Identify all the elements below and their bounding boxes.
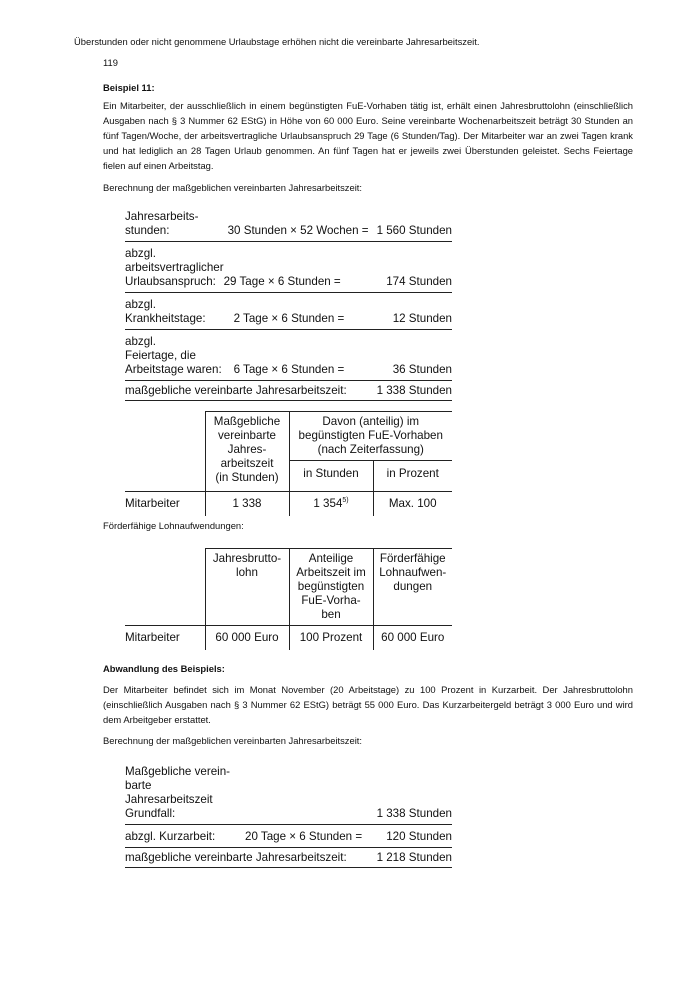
eligible-wages-intro: Förderfähige Lohnaufwendungen: — [103, 520, 244, 531]
fue-hours-value: 1 354 — [313, 497, 343, 510]
example-title: Beispiel 11: — [103, 82, 155, 93]
short-time-calculation — [125, 765, 452, 868]
calc-label: Jahresarbeits- stunden: — [125, 210, 199, 237]
table-corner — [125, 549, 205, 626]
calc-label: abzgl. Krankheitstage: — [125, 293, 224, 330]
cell-fue-hours — [289, 492, 373, 517]
calc-total-label: maßgebliche vereinbarte Jahresarbeitszeit: — [125, 381, 375, 401]
calc-formula — [240, 765, 375, 825]
sub-header-hours: in Stunden — [289, 461, 373, 492]
row-label: Mitarbeiter — [125, 497, 180, 510]
table-corner — [125, 412, 205, 492]
calc-label: Maßgebliche verein- barte Jahresarbeitszeit Grundfall: — [125, 765, 231, 820]
calc-label: abzgl. Kurzarbeit: — [125, 825, 240, 848]
calc-intro: Berechnung der maßgeblichen vereinbarten Jahresarbeitszeit: — [103, 182, 363, 193]
calc-value: 174 Stunden — [375, 242, 452, 293]
calc-formula: 20 Tage × 6 Stunden = — [240, 825, 375, 848]
calc-value: 12 Stunden — [375, 293, 452, 330]
hours-share-table — [125, 411, 452, 516]
calc-value: 1 560 Stunden — [376, 224, 452, 237]
cell-share: 100 Prozent — [289, 626, 373, 651]
paragraph-number: 119 — [103, 57, 118, 68]
col-header-gross-wage: Jahresbrutto- lohn — [205, 549, 289, 626]
calc-formula: 2 Tage × 6 Stunden = — [224, 293, 376, 330]
col-header-hours: Maßgebliche vereinbarte Jahres- arbeitszeit (in Stunden) — [205, 412, 289, 492]
example-text: Ein Mitarbeiter, der ausschließlich in einem begünstigten FuE-Vorhaben tätig ist, erhält einen Jahresbruttolohn (einschließlich Ausgaben nach § 3 Nummer 62 EStG) in Höhe von 60 000 Euro. Seine vereinbarte Wochenarbeitszeit beträgt 30 Stunden an fünf Tagen/Woche, der arbeitsvertragliche Urlaubsanspruch 29 Tage (6 Stunden/Tag). Der Mitarbeiter war an zwei Tagen krank und hat lediglich an 28 Tagen Urlaub genommen. An fünf Tagen hat er jeweils zwei Überstunden geleistet. Sechs Feiertage fielen auf einen Arbeitstag. — [103, 100, 633, 171]
annual-hours-calculation — [125, 210, 452, 401]
cell-hours: 1 338 — [205, 492, 289, 517]
variation-title: Abwandlung des Beispiels: — [103, 663, 225, 674]
cell-percent: Max. 100 — [373, 492, 452, 517]
calc-value: 1 338 Stunden — [376, 807, 452, 820]
calc-label: abzgl. arbeitsvertraglicher Urlaubsanspruch: — [125, 242, 224, 293]
col-header-eligible: Förderfähige Lohnaufwen- dungen — [373, 549, 452, 626]
footnote-mark: 5) — [342, 497, 349, 505]
calc-formula: 6 Tage × 6 Stunden = — [224, 330, 376, 381]
calc-total-label: maßgebliche vereinbarte Jahresarbeitszeit: — [125, 848, 375, 868]
variation-text: Der Mitarbeiter befindet sich im Monat November (20 Arbeitstage) zu 100 Prozent in Kurzarbeit. Der Jahresbruttolohn (einschließlich Ausgaben nach § 3 Nummer 62 EStG) beträgt 55 000 Euro. Das Kurzarbeitergeld beträgt 3 000 Euro und wird dem Arbeitgeber erstattet. — [103, 684, 633, 725]
calc-intro-2: Berechnung der maßgeblichen vereinbarten Jahresarbeitszeit: — [103, 735, 363, 746]
calc-value: 120 Stunden — [375, 825, 452, 848]
calc-formula: 30 Stunden × 52 Wochen = — [227, 224, 369, 237]
eligible-wages-table — [125, 548, 452, 650]
calc-formula: 29 Tage × 6 Stunden = — [224, 242, 376, 293]
calc-value: 36 Stunden — [375, 330, 452, 381]
col-header-group: Davon (anteilig) im begünstigten FuE-Vorhaben (nach Zeiterfassung) — [289, 412, 452, 461]
row-label: Mitarbeiter — [125, 631, 180, 644]
calc-total-value: 1 338 Stunden — [375, 381, 452, 401]
cell-gross-wage: 60 000 Euro — [205, 626, 289, 651]
col-header-share: Anteilige Arbeitszeit im begünstigten FuE-Vorha- ben — [289, 549, 373, 626]
cell-eligible: 60 000 Euro — [373, 626, 452, 651]
sub-header-percent: in Prozent — [373, 461, 452, 492]
intro-sentence: Überstunden oder nicht genommene Urlaubstage erhöhen nicht die vereinbarte Jahresarbeitszeit. — [74, 36, 480, 47]
calc-label: abzgl. Feiertage, die Arbeitstage waren: — [125, 330, 224, 381]
calc-total-value: 1 218 Stunden — [375, 848, 452, 868]
